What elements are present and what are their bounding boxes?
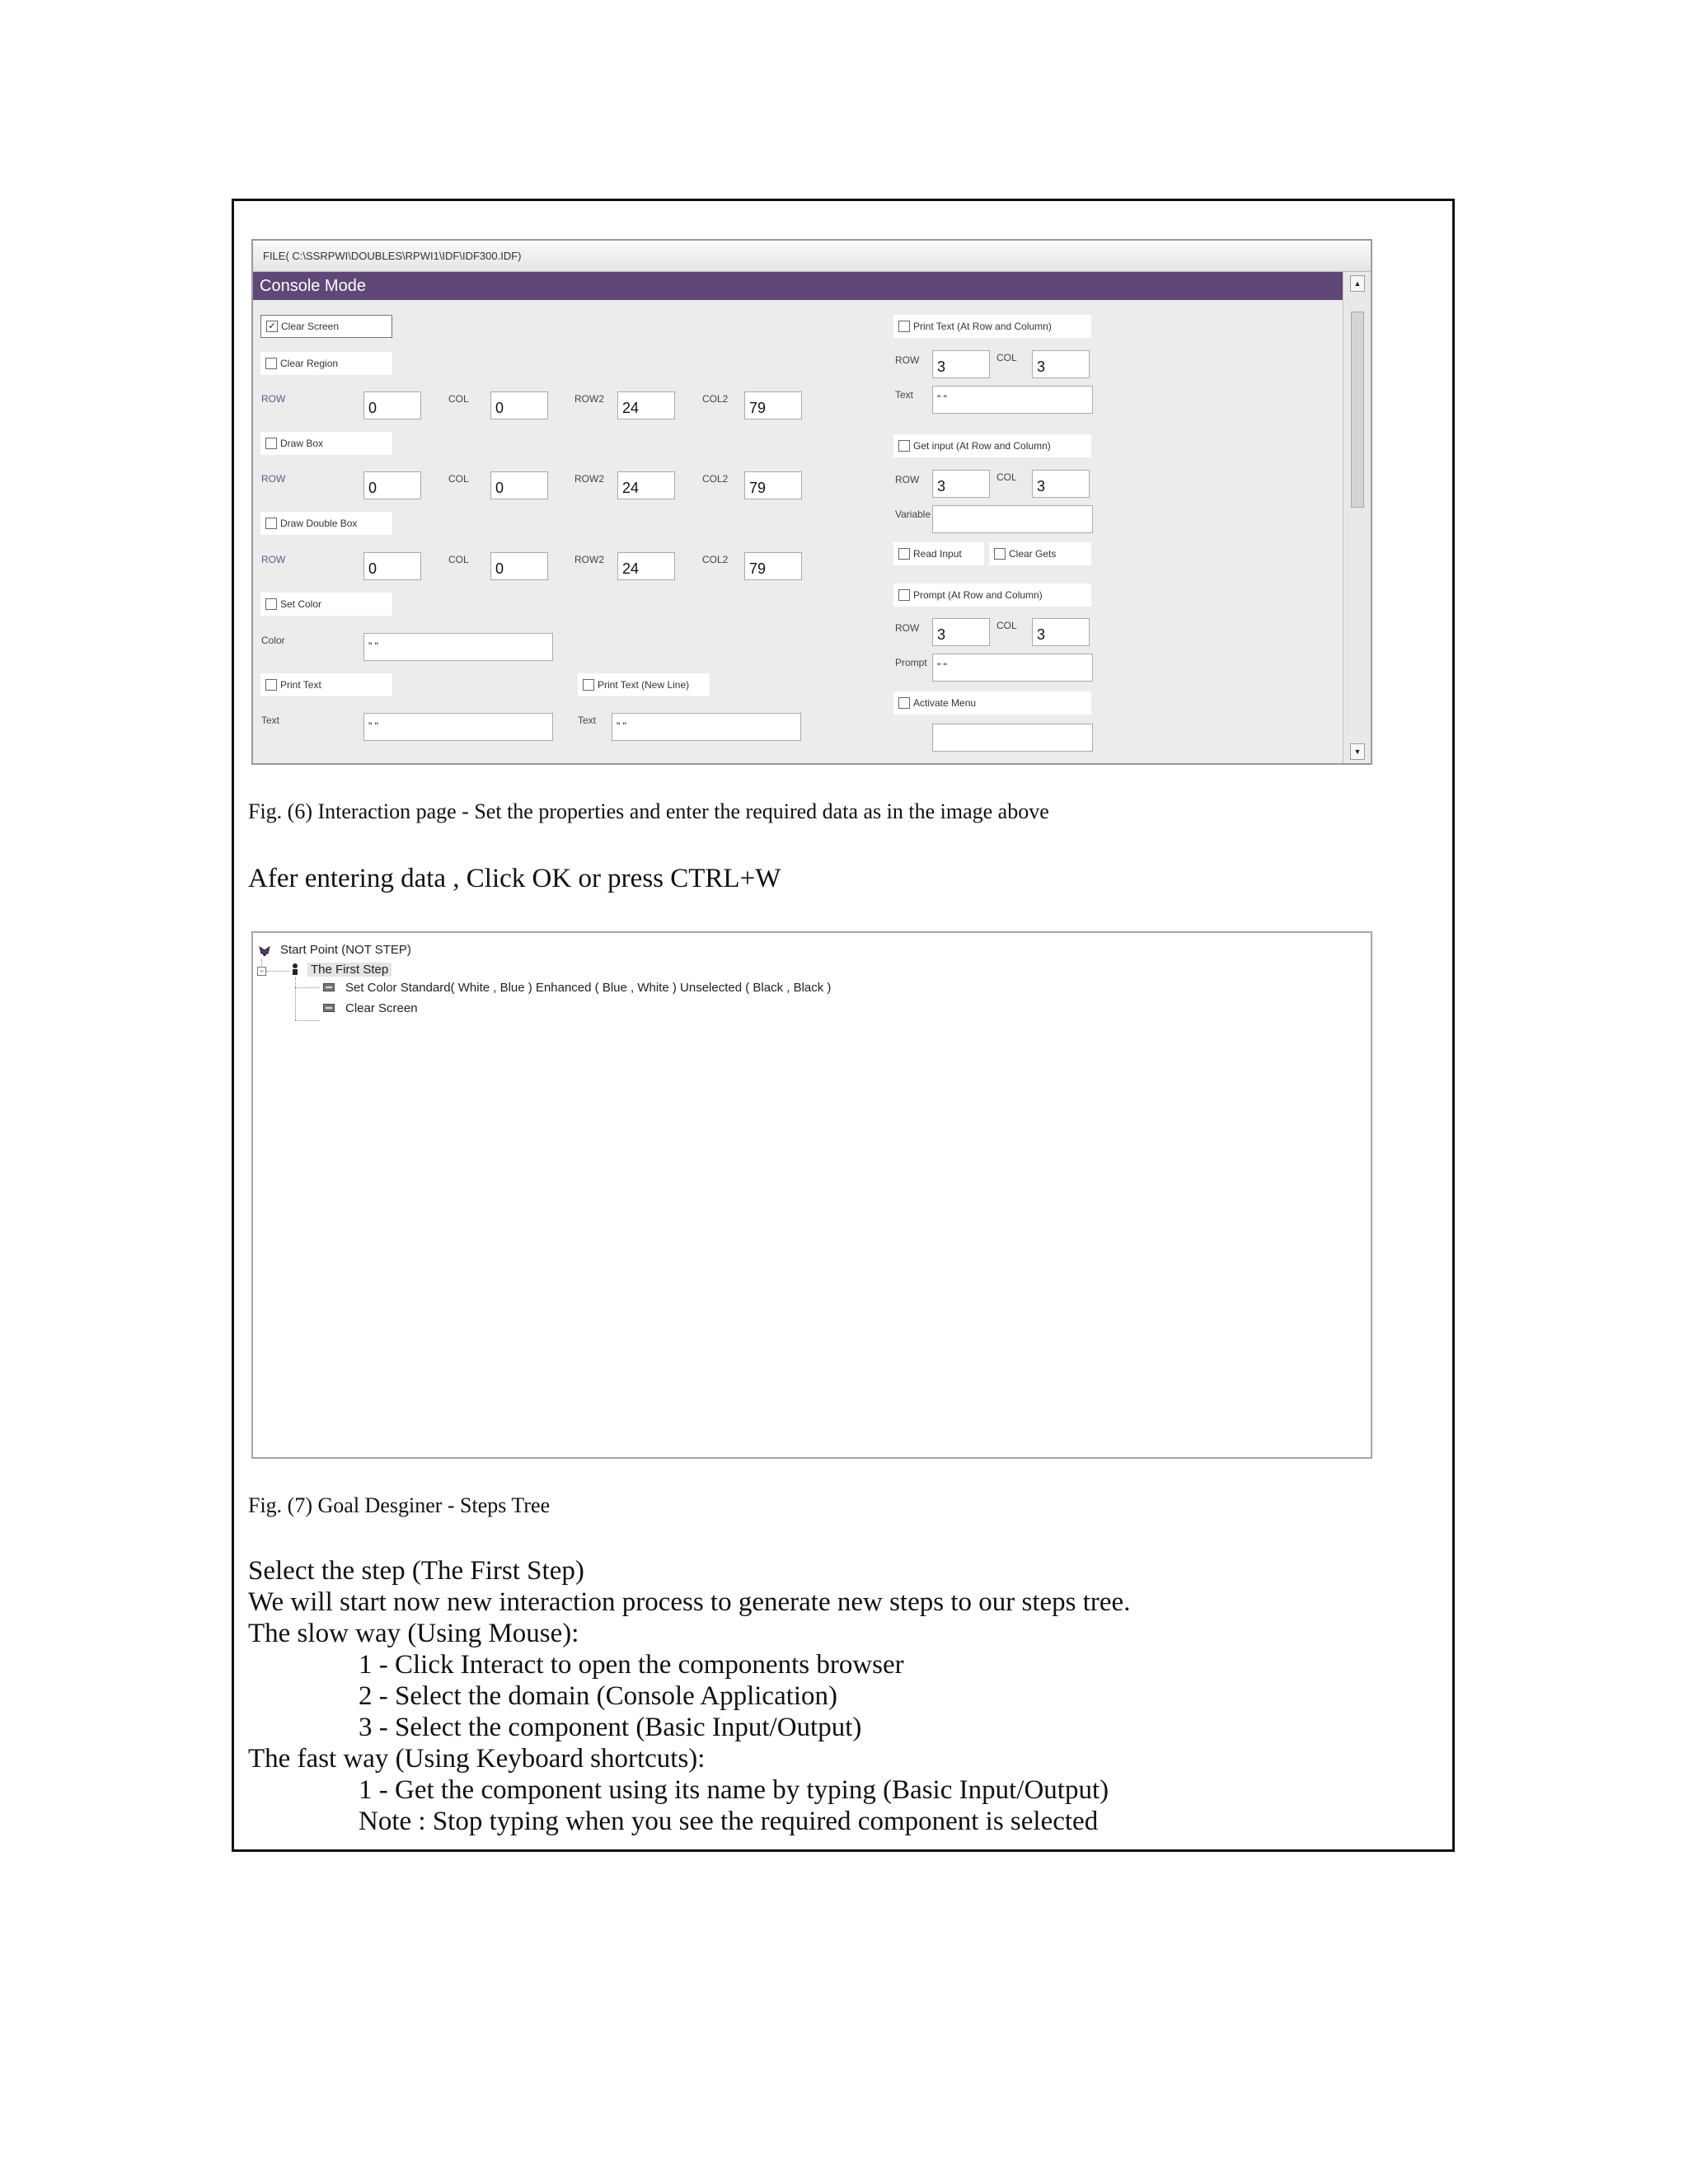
checkmark-icon: ✓ xyxy=(266,321,278,332)
dbox-col-field[interactable]: 0 xyxy=(490,552,548,580)
tree-child-clear-screen[interactable]: Clear Screen xyxy=(345,1001,418,1015)
box-row-field[interactable]: 0 xyxy=(363,471,421,499)
gi-row-field[interactable]: 3 xyxy=(932,470,990,498)
tree-line xyxy=(266,971,289,972)
dialog-title: Console Mode xyxy=(253,272,1344,300)
collapse-icon[interactable]: − xyxy=(257,967,266,976)
pr-row-field[interactable]: 3 xyxy=(932,618,990,646)
pr-col-field[interactable]: 3 xyxy=(1032,618,1090,646)
box-col-label: COL xyxy=(448,473,469,485)
tree-line xyxy=(295,977,296,1020)
box-col2-label: COL2 xyxy=(702,473,729,485)
menu-field[interactable] xyxy=(932,724,1093,752)
region-col-label: COL xyxy=(448,393,469,405)
print-text-checkbox[interactable]: Print Text xyxy=(260,673,392,696)
region-col2-label: COL2 xyxy=(702,393,729,405)
dbox-col2-field[interactable]: 79 xyxy=(744,552,802,580)
body-line-8: 1 - Get the component using its name by typing (Basic Input/Output) xyxy=(359,1775,1109,1805)
component-node-icon xyxy=(323,983,335,991)
body-line-3: The slow way (Using Mouse): xyxy=(248,1619,579,1648)
body-line-1: Select the step (The First Step) xyxy=(248,1556,584,1586)
checkbox-icon xyxy=(994,548,1006,560)
dbox-col-label: COL xyxy=(448,554,469,565)
pt-row-label: ROW xyxy=(895,354,920,366)
dbox-row-field[interactable]: 0 xyxy=(363,552,421,580)
region-col2-field[interactable]: 79 xyxy=(744,391,802,419)
vertical-scrollbar[interactable] xyxy=(1343,272,1371,763)
scroll-up-icon[interactable]: ▲ xyxy=(1350,275,1365,292)
checkbox-icon xyxy=(265,598,277,610)
region-row-label: ROW xyxy=(261,393,286,405)
checkbox-icon xyxy=(898,440,910,452)
pt-row-field[interactable]: 3 xyxy=(932,350,990,378)
variable-label: Variable xyxy=(895,509,931,520)
tree-line xyxy=(295,987,320,988)
instruction-text: Afer entering data , Click OK or press CTRL+W xyxy=(248,864,781,893)
body-line-2: We will start now new interaction process to generate new steps to our steps tree. xyxy=(248,1587,1131,1617)
prompt-rc-checkbox[interactable]: Prompt (At Row and Column) xyxy=(893,583,1091,607)
gi-row-label: ROW xyxy=(895,474,920,485)
color-field[interactable]: " " xyxy=(363,633,553,661)
clear-screen-checkbox[interactable]: ✓ Clear Screen xyxy=(260,315,392,338)
gi-col-field[interactable]: 3 xyxy=(1032,470,1090,498)
dbox-row2-label: ROW2 xyxy=(574,554,604,565)
component-node-icon xyxy=(323,1004,335,1012)
box-col2-field[interactable]: 79 xyxy=(744,471,802,499)
box-col-field[interactable]: 0 xyxy=(490,471,548,499)
pr-row-label: ROW xyxy=(895,622,920,634)
scroll-thumb[interactable] xyxy=(1351,312,1364,508)
body-line-9: Note : Stop typing when you see the required component is selected xyxy=(359,1807,1099,1836)
checkbox-icon xyxy=(898,589,910,601)
box-row2-field[interactable]: 24 xyxy=(617,471,675,499)
print-text-rc-checkbox[interactable]: Print Text (At Row and Column) xyxy=(893,315,1091,338)
box-row-label: ROW xyxy=(261,473,286,485)
checkbox-icon xyxy=(898,697,910,709)
steps-tree-panel xyxy=(251,931,1372,1459)
print-text-newline-field[interactable]: " " xyxy=(612,713,801,741)
read-input-checkbox[interactable]: Read Input xyxy=(893,542,984,565)
body-line-6: 3 - Select the component (Basic Input/Output) xyxy=(359,1713,862,1742)
set-color-checkbox[interactable]: Set Color xyxy=(260,593,392,616)
body-line-7: The fast way (Using Keyboard shortcuts): xyxy=(248,1744,706,1774)
start-point-icon xyxy=(258,945,271,957)
pt-text-label: Text xyxy=(895,389,914,401)
console-mode-dialog xyxy=(251,239,1372,765)
clear-gets-checkbox[interactable]: Clear Gets xyxy=(989,542,1091,565)
checkbox-icon xyxy=(265,438,277,449)
region-col-field[interactable]: 0 xyxy=(490,391,548,419)
figure-7-caption: Fig. (7) Goal Desginer - Steps Tree xyxy=(248,1493,551,1517)
checkbox-icon xyxy=(898,321,910,332)
get-input-rc-checkbox[interactable]: Get input (At Row and Column) xyxy=(893,434,1091,457)
body-line-4: 1 - Click Interact to open the components browser xyxy=(359,1650,904,1680)
checkbox-icon xyxy=(265,358,277,369)
checkbox-icon xyxy=(265,679,277,691)
pt-col-label: COL xyxy=(996,352,1017,363)
box-row2-label: ROW2 xyxy=(574,473,604,485)
region-row-field[interactable]: 0 xyxy=(363,391,421,419)
checkbox-icon xyxy=(583,679,594,691)
text-label: Text xyxy=(261,715,280,726)
gi-col-label: COL xyxy=(996,471,1017,483)
body-line-5: 2 - Select the domain (Console Application) xyxy=(359,1681,838,1711)
variable-field[interactable] xyxy=(932,505,1093,533)
pt-col-field[interactable]: 3 xyxy=(1032,350,1090,378)
prompt-field[interactable]: " " xyxy=(932,654,1093,682)
region-row2-label: ROW2 xyxy=(574,393,604,405)
pt-text-field[interactable]: " " xyxy=(932,386,1093,414)
draw-double-box-checkbox[interactable]: Draw Double Box xyxy=(260,512,392,535)
color-label: Color xyxy=(261,635,285,646)
checkbox-icon xyxy=(898,548,910,560)
dbox-row-label: ROW xyxy=(261,554,286,565)
dbox-col2-label: COL2 xyxy=(702,554,729,565)
tree-line xyxy=(295,1020,320,1021)
tree-child-set-color[interactable]: Set Color Standard( White , Blue ) Enhanced ( Blue , White ) Unselected ( Black , Black ) xyxy=(345,981,832,995)
region-row2-field[interactable]: 24 xyxy=(617,391,675,419)
checkbox-icon xyxy=(265,518,277,529)
tree-step-label[interactable]: The First Step xyxy=(307,963,392,977)
print-text-newline-checkbox[interactable]: Print Text (New Line) xyxy=(578,673,710,696)
step-icon xyxy=(291,963,299,976)
figure-6-caption: Fig. (6) Interaction page - Set the properties and enter the required data as in the image above xyxy=(248,799,1049,823)
file-path-bar: FILE( C:\SSRPWI\DOUBLES\RPWI1\IDF\IDF300.IDF) xyxy=(253,241,1371,272)
clear-region-checkbox[interactable]: Clear Region xyxy=(260,352,392,375)
scroll-down-icon[interactable]: ▼ xyxy=(1350,743,1365,760)
tree-root-label[interactable]: Start Point (NOT STEP) xyxy=(280,943,411,957)
print-text-field[interactable]: " " xyxy=(363,713,553,741)
activate-menu-checkbox[interactable]: Activate Menu xyxy=(893,691,1091,715)
pr-col-label: COL xyxy=(996,620,1017,631)
dbox-row2-field[interactable]: 24 xyxy=(617,552,675,580)
draw-box-checkbox[interactable]: Draw Box xyxy=(260,432,392,455)
text-newline-label: Text xyxy=(578,715,597,726)
prompt-label: Prompt xyxy=(895,657,927,668)
